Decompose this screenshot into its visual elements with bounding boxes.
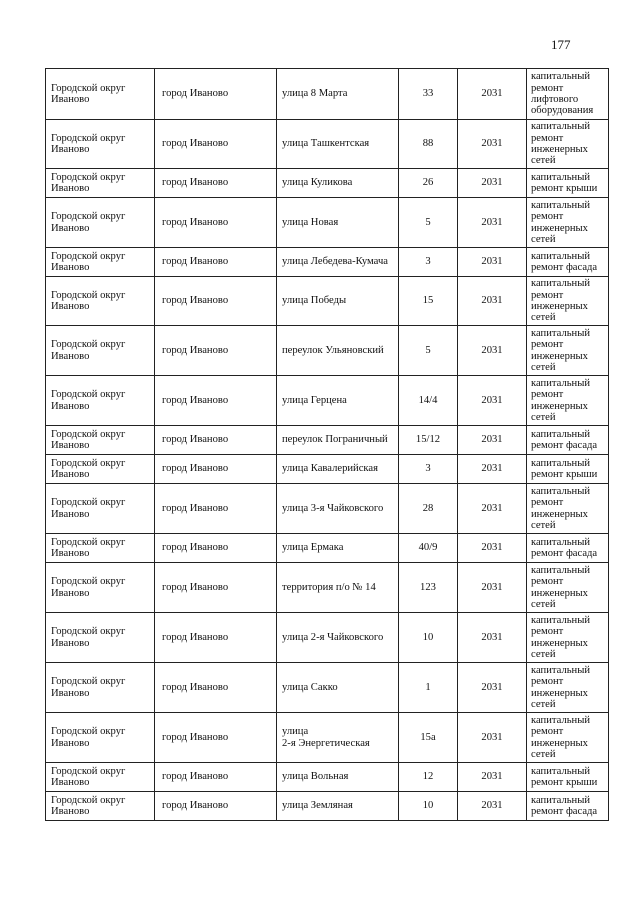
table-row	[46, 69, 609, 120]
street-cell: улица 3-я Чайковского	[277, 484, 399, 534]
table-row	[46, 534, 609, 563]
district-cell: Городской округ Иваново	[46, 484, 155, 534]
work-type-cell: капитальный ремонт инженерных сетей	[527, 613, 609, 663]
district-cell: Городской округ Иваново	[46, 326, 155, 376]
street-cell: улица Ташкентская	[277, 120, 399, 169]
city-cell: город Иваново	[155, 534, 277, 563]
page-number: 177	[551, 37, 571, 52]
street-cell: улица 8 Марта	[277, 69, 399, 120]
house-cell: 3	[399, 248, 458, 277]
street-cell: улица 2-я Чайковского	[277, 613, 399, 663]
street-cell: улица Новая	[277, 198, 399, 248]
work-type-cell: капитальный ремонт фасада	[527, 534, 609, 563]
district-cell: Городской округ Иваново	[46, 169, 155, 198]
city-cell: город Иваново	[155, 376, 277, 426]
table-row	[46, 326, 609, 376]
work-type-cell: капитальный ремонт инженерных сетей	[527, 376, 609, 426]
street-cell: переулок Пограничный	[277, 426, 399, 455]
street-cell: улица Лебедева-Кумача	[277, 248, 399, 277]
table-row	[46, 426, 609, 455]
street-cell: улица Вольная	[277, 763, 399, 792]
table-row	[46, 713, 609, 763]
year-cell: 2031	[458, 326, 527, 376]
street-cell: переулок Ульяновский	[277, 326, 399, 376]
house-cell: 15а	[399, 713, 458, 763]
district-cell: Городской округ Иваново	[46, 69, 155, 120]
table-row	[46, 763, 609, 792]
year-cell: 2031	[458, 455, 527, 484]
city-cell: город Иваново	[155, 326, 277, 376]
table-row	[46, 277, 609, 326]
year-cell: 2031	[458, 713, 527, 763]
work-type-cell: капитальный ремонт фасада	[527, 248, 609, 277]
city-cell: город Иваново	[155, 169, 277, 198]
house-cell: 15/12	[399, 426, 458, 455]
year-cell: 2031	[458, 376, 527, 426]
street-cell: улица Победы	[277, 277, 399, 326]
work-type-cell: капитальный ремонт фасада	[527, 426, 609, 455]
year-cell: 2031	[458, 563, 527, 613]
city-cell: город Иваново	[155, 663, 277, 713]
district-cell: Городской округ Иваново	[46, 248, 155, 277]
house-cell: 123	[399, 563, 458, 613]
year-cell: 2031	[458, 792, 527, 821]
district-cell: Городской округ Иваново	[46, 663, 155, 713]
district-cell: Городской округ Иваново	[46, 455, 155, 484]
year-cell: 2031	[458, 120, 527, 169]
year-cell: 2031	[458, 534, 527, 563]
house-cell: 14/4	[399, 376, 458, 426]
city-cell: город Иваново	[155, 613, 277, 663]
year-cell: 2031	[458, 484, 527, 534]
district-cell: Городской округ Иваново	[46, 613, 155, 663]
city-cell: город Иваново	[155, 198, 277, 248]
year-cell: 2031	[458, 426, 527, 455]
district-cell: Городской округ Иваново	[46, 792, 155, 821]
table-row	[46, 198, 609, 248]
street-cell: улица Куликова	[277, 169, 399, 198]
city-cell: город Иваново	[155, 248, 277, 277]
street-line-1: улица	[282, 726, 309, 738]
city-cell: город Иваново	[155, 792, 277, 821]
table-row	[46, 663, 609, 713]
work-type-cell: капитальный ремонт инженерных сетей	[527, 563, 609, 613]
house-cell: 12	[399, 763, 458, 792]
work-type-cell: капитальный ремонт инженерных сетей	[527, 326, 609, 376]
district-cell: Городской округ Иваново	[46, 198, 155, 248]
repair-schedule-table	[45, 68, 609, 821]
year-cell: 2031	[458, 169, 527, 198]
year-cell: 2031	[458, 277, 527, 326]
year-cell: 2031	[458, 613, 527, 663]
table-row	[46, 792, 609, 821]
work-type-cell: капитальный ремонт фасада	[527, 792, 609, 821]
table-row	[46, 484, 609, 534]
city-cell: город Иваново	[155, 120, 277, 169]
city-cell: город Иваново	[155, 455, 277, 484]
house-cell: 40/9	[399, 534, 458, 563]
city-cell: город Иваново	[155, 763, 277, 792]
street-cell: территория п/о № 14	[277, 563, 399, 613]
work-type-cell: капитальный ремонт инженерных сетей	[527, 277, 609, 326]
year-cell: 2031	[458, 69, 527, 120]
district-cell: Городской округ Иваново	[46, 376, 155, 426]
year-cell: 2031	[458, 763, 527, 792]
street-cell: улица Ермака	[277, 534, 399, 563]
city-cell: город Иваново	[155, 563, 277, 613]
city-cell: город Иваново	[155, 426, 277, 455]
work-type-cell: капитальный ремонт инженерных сетей	[527, 198, 609, 248]
house-cell: 28	[399, 484, 458, 534]
street-cell: улица Земляная	[277, 792, 399, 821]
work-type-cell: капитальный ремонт крыши	[527, 169, 609, 198]
work-type-cell: капитальный ремонт инженерных сетей	[527, 713, 609, 763]
table-row	[46, 120, 609, 169]
street-cell	[277, 713, 399, 763]
year-cell: 2031	[458, 663, 527, 713]
work-type-cell: капитальный ремонт инженерных сетей	[527, 120, 609, 169]
district-cell: Городской округ Иваново	[46, 120, 155, 169]
table-row	[46, 455, 609, 484]
district-cell: Городской округ Иваново	[46, 763, 155, 792]
table-row	[46, 376, 609, 426]
district-cell: Городской округ Иваново	[46, 426, 155, 455]
work-type-cell: капитальный ремонт инженерных сетей	[527, 484, 609, 534]
house-cell: 1	[399, 663, 458, 713]
district-cell: Городской округ Иваново	[46, 534, 155, 563]
year-cell: 2031	[458, 198, 527, 248]
district-cell: Городской округ Иваново	[46, 277, 155, 326]
city-cell: город Иваново	[155, 484, 277, 534]
city-cell: город Иваново	[155, 277, 277, 326]
house-cell: 88	[399, 120, 458, 169]
year-cell: 2031	[458, 248, 527, 277]
street-line-2: 2-я Энергетическая	[282, 737, 370, 749]
table-row	[46, 248, 609, 277]
street-cell: улица Герцена	[277, 376, 399, 426]
city-cell: город Иваново	[155, 69, 277, 120]
work-type-cell: капитальный ремонт инженерных сетей	[527, 663, 609, 713]
city-cell: город Иваново	[155, 713, 277, 763]
house-cell: 5	[399, 198, 458, 248]
work-type-cell: капитальный ремонт лифтового оборудования	[527, 69, 609, 120]
district-cell: Городской округ Иваново	[46, 713, 155, 763]
house-cell: 26	[399, 169, 458, 198]
street-cell: улица Сакко	[277, 663, 399, 713]
table-row	[46, 563, 609, 613]
street-cell: улица Кавалерийская	[277, 455, 399, 484]
house-cell: 33	[399, 69, 458, 120]
house-cell: 3	[399, 455, 458, 484]
table-row	[46, 613, 609, 663]
work-type-cell: капитальный ремонт крыши	[527, 763, 609, 792]
work-type-cell: капитальный ремонт крыши	[527, 455, 609, 484]
house-cell: 15	[399, 277, 458, 326]
district-cell: Городской округ Иваново	[46, 563, 155, 613]
house-cell: 10	[399, 792, 458, 821]
table-row	[46, 169, 609, 198]
house-cell: 5	[399, 326, 458, 376]
house-cell: 10	[399, 613, 458, 663]
